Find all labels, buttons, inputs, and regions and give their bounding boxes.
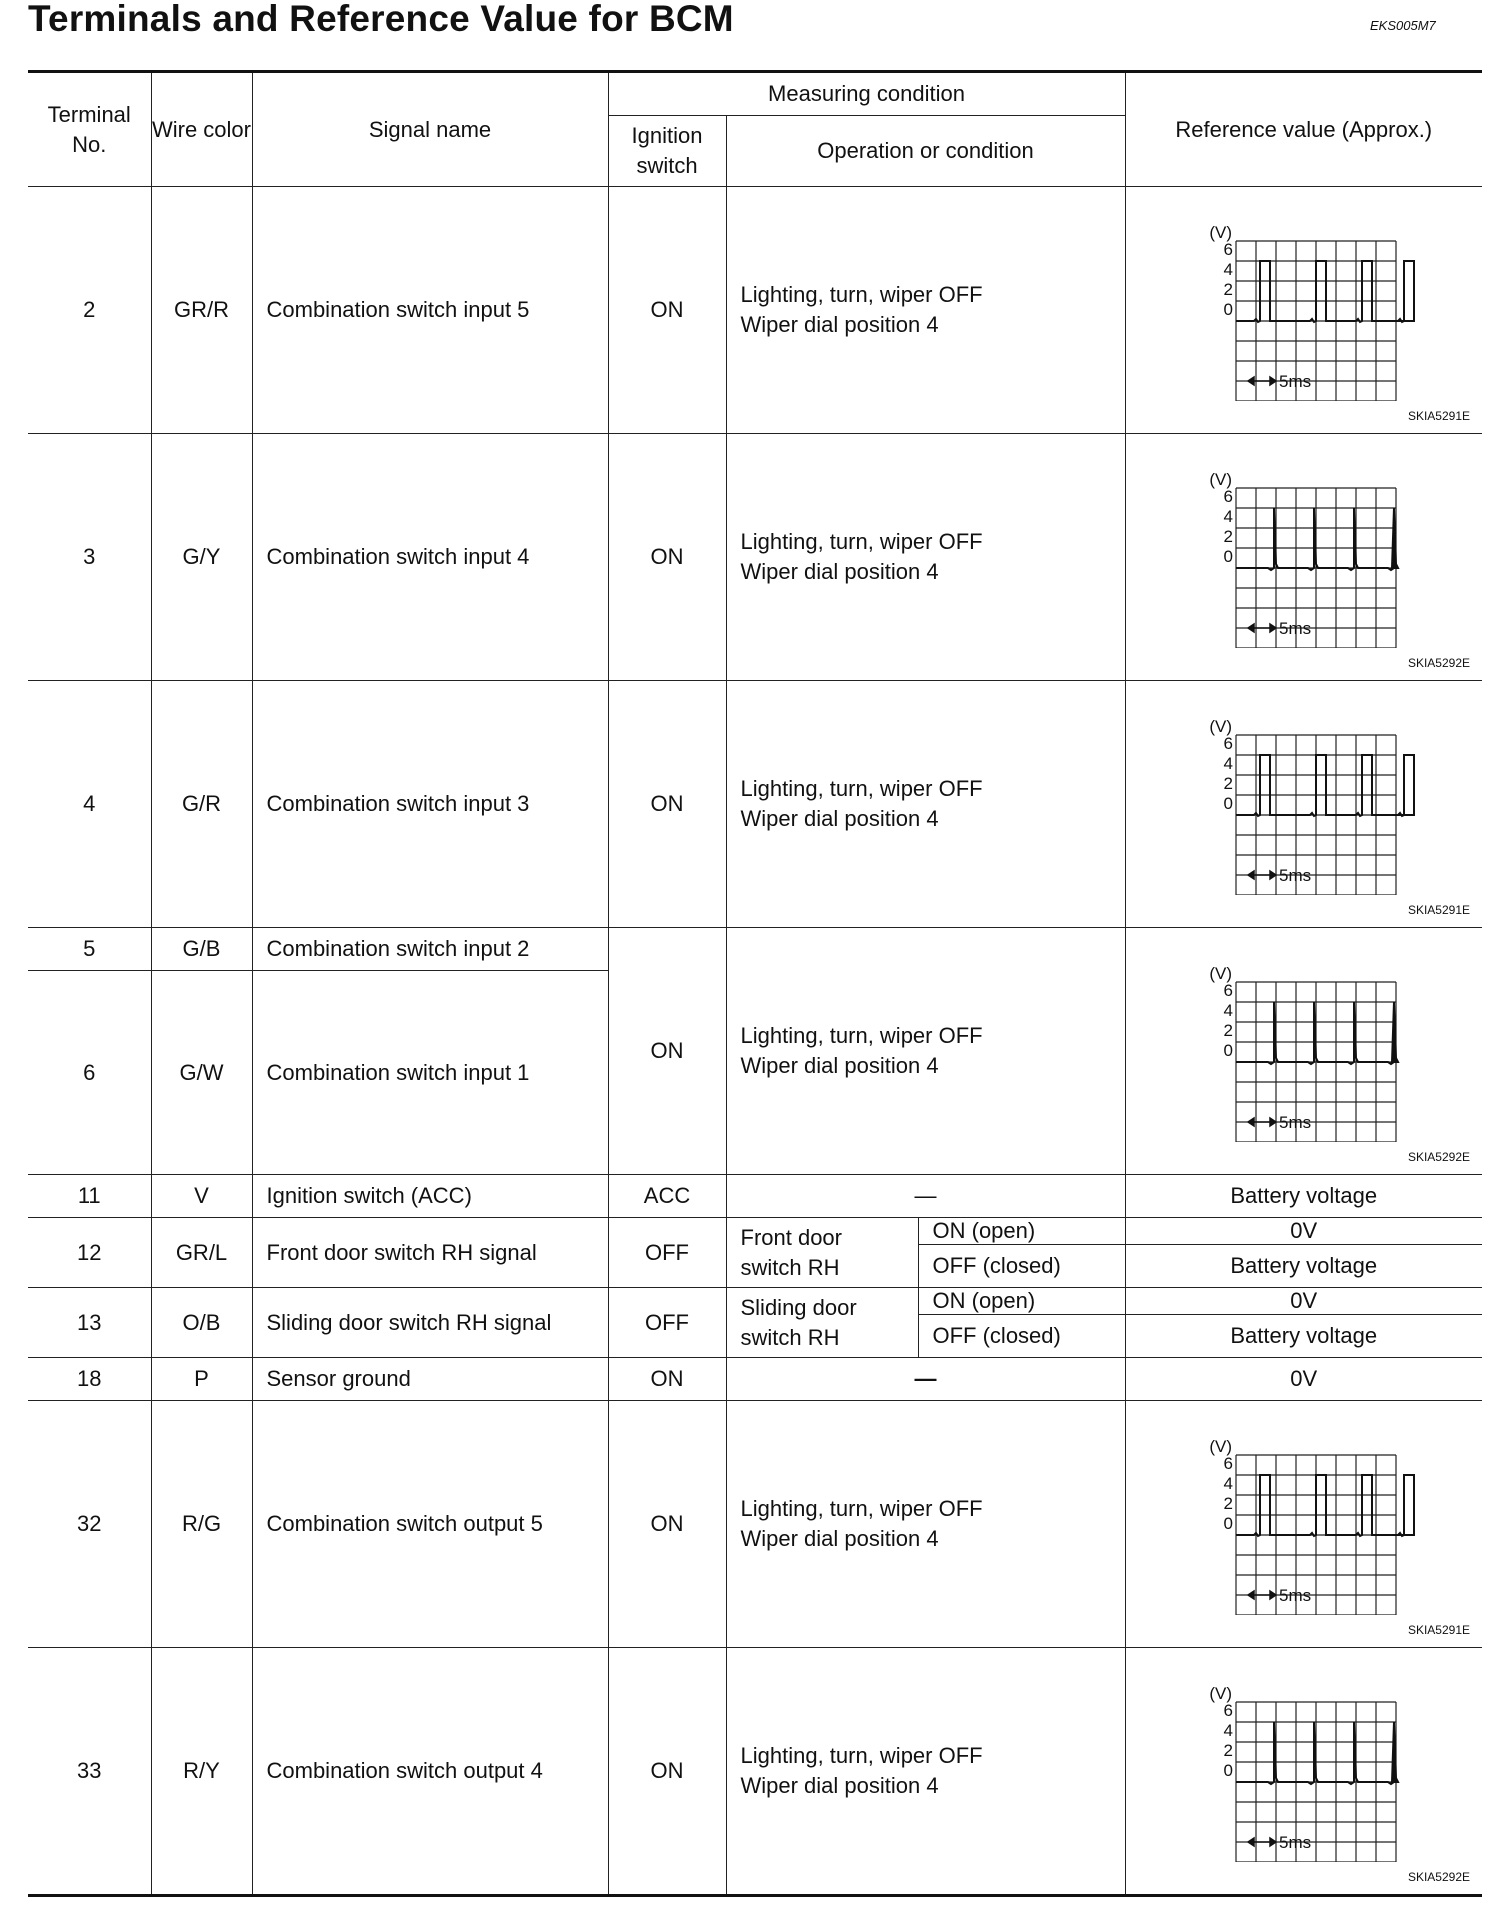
terminal-no: 33 bbox=[28, 1648, 151, 1896]
waveform-spike-plot bbox=[1126, 928, 1483, 1174]
figure-id: SKIA5291E bbox=[1407, 409, 1470, 423]
ignition-switch: ON bbox=[608, 681, 726, 928]
figure-id: SKIA5291E bbox=[1407, 1623, 1470, 1637]
waveform-spike-plot bbox=[1126, 434, 1483, 680]
wire-color: R/G bbox=[151, 1401, 252, 1648]
time-scale-label: 5ms bbox=[1278, 1113, 1311, 1132]
wire-color: G/Y bbox=[151, 434, 252, 681]
time-scale-arrow bbox=[1248, 1838, 1276, 1846]
reference-waveform bbox=[1125, 1648, 1482, 1896]
reference-value: Battery voltage bbox=[1125, 1315, 1482, 1358]
time-scale-arrow bbox=[1248, 1118, 1276, 1126]
time-scale-arrow bbox=[1248, 624, 1276, 632]
col-terminal-header: Terminal No. bbox=[28, 72, 151, 187]
time-scale-arrow bbox=[1248, 871, 1276, 879]
y-tick-label: 2 bbox=[1223, 774, 1233, 793]
signal-name: Combination switch input 3 bbox=[252, 681, 608, 928]
wire-color: GR/R bbox=[151, 187, 252, 434]
signal-trace bbox=[1236, 1475, 1414, 1536]
reference-waveform bbox=[1125, 928, 1482, 1175]
table-row bbox=[28, 1288, 1482, 1315]
y-tick-label: 0 bbox=[1223, 300, 1233, 319]
oscilloscope-trace bbox=[1194, 1435, 1434, 1615]
table-row bbox=[28, 1401, 1482, 1648]
y-tick-label: 6 bbox=[1223, 1454, 1233, 1473]
signal-name: Ignition switch (ACC) bbox=[252, 1175, 608, 1218]
y-tick-label: 2 bbox=[1223, 1021, 1233, 1040]
terminal-no: 2 bbox=[28, 187, 151, 434]
table-row bbox=[28, 187, 1482, 434]
oscilloscope-trace bbox=[1194, 1682, 1434, 1862]
wire-color: V bbox=[151, 1175, 252, 1218]
col-signal-header: Signal name bbox=[252, 72, 608, 187]
y-unit-label: (V) bbox=[1208, 470, 1232, 489]
signal-name: Combination switch input 5 bbox=[252, 187, 608, 434]
figure-id: SKIA5291E bbox=[1407, 903, 1470, 917]
y-unit-label: (V) bbox=[1208, 717, 1232, 736]
figure-id: SKIA5292E bbox=[1407, 1150, 1470, 1164]
signal-trace bbox=[1236, 1002, 1398, 1064]
signal-name: Combination switch output 4 bbox=[252, 1648, 608, 1896]
col-wire-header: Wire color bbox=[151, 72, 252, 187]
wire-color: G/B bbox=[151, 928, 252, 971]
y-unit-label: (V) bbox=[1208, 223, 1232, 242]
wire-color: R/Y bbox=[151, 1648, 252, 1896]
y-tick-label: 4 bbox=[1223, 1721, 1233, 1740]
operation-condition: Lighting, turn, wiper OFF Wiper dial position 4 bbox=[726, 187, 1125, 434]
reference-value: 0V bbox=[1125, 1358, 1482, 1401]
terminal-no: 3 bbox=[28, 434, 151, 681]
col-operation-header: Operation or condition bbox=[726, 116, 1125, 187]
terminal-no: 6 bbox=[28, 971, 151, 1175]
oscilloscope-trace bbox=[1194, 468, 1434, 648]
reference-waveform bbox=[1125, 1401, 1482, 1648]
page-title: Terminals and Reference Value for BCM bbox=[28, 0, 734, 39]
y-tick-label: 0 bbox=[1223, 547, 1233, 566]
waveform-spike-plot bbox=[1126, 1648, 1483, 1894]
time-scale-label: 5ms bbox=[1278, 372, 1311, 391]
document-code: EKS005M7 bbox=[1370, 18, 1436, 33]
switch-state: OFF (closed) bbox=[918, 1315, 1125, 1358]
y-unit-label: (V) bbox=[1208, 964, 1232, 983]
y-tick-label: 2 bbox=[1223, 1741, 1233, 1760]
ignition-switch: ON bbox=[608, 434, 726, 681]
y-tick-label: 2 bbox=[1223, 527, 1233, 546]
y-unit-label: (V) bbox=[1208, 1437, 1232, 1456]
wire-color: G/R bbox=[151, 681, 252, 928]
signal-name: Combination switch input 4 bbox=[252, 434, 608, 681]
signal-name: Sliding door switch RH signal bbox=[252, 1288, 608, 1358]
operation-name: Sliding door switch RH bbox=[726, 1288, 918, 1358]
table-row bbox=[28, 1175, 1482, 1218]
table-row bbox=[28, 928, 1482, 971]
operation-condition: Lighting, turn, wiper OFF Wiper dial position 4 bbox=[726, 1648, 1125, 1896]
wire-color: O/B bbox=[151, 1288, 252, 1358]
operation-condition: — bbox=[726, 1175, 1125, 1218]
terminal-no: 11 bbox=[28, 1175, 151, 1218]
y-tick-label: 0 bbox=[1223, 1041, 1233, 1060]
operation-condition: — bbox=[726, 1358, 1125, 1401]
terminal-no: 5 bbox=[28, 928, 151, 971]
time-scale-label: 5ms bbox=[1278, 619, 1311, 638]
reference-waveform bbox=[1125, 434, 1482, 681]
oscilloscope-trace bbox=[1194, 221, 1434, 401]
time-scale-label: 5ms bbox=[1278, 1833, 1311, 1852]
table-row bbox=[28, 681, 1482, 928]
y-tick-label: 6 bbox=[1223, 981, 1233, 1000]
switch-state: ON (open) bbox=[918, 1288, 1125, 1315]
y-tick-label: 6 bbox=[1223, 487, 1233, 506]
signal-name: Front door switch RH signal bbox=[252, 1218, 608, 1288]
oscilloscope-trace bbox=[1194, 962, 1434, 1142]
oscilloscope-trace bbox=[1194, 715, 1434, 895]
table-row bbox=[28, 434, 1482, 681]
waveform-square-plot bbox=[1126, 187, 1483, 433]
switch-state: OFF (closed) bbox=[918, 1245, 1125, 1288]
figure-id: SKIA5292E bbox=[1407, 656, 1470, 670]
wire-color: GR/L bbox=[151, 1218, 252, 1288]
table-row bbox=[28, 1218, 1482, 1245]
table-row bbox=[28, 1358, 1482, 1401]
signal-trace bbox=[1236, 261, 1414, 322]
time-scale-label: 5ms bbox=[1278, 1586, 1311, 1605]
signal-name: Combination switch input 2 bbox=[252, 928, 608, 971]
terminal-no: 12 bbox=[28, 1218, 151, 1288]
table-row bbox=[28, 1648, 1482, 1896]
time-scale-arrow bbox=[1248, 377, 1276, 385]
y-tick-label: 4 bbox=[1223, 1001, 1233, 1020]
signal-name: Sensor ground bbox=[252, 1358, 608, 1401]
signal-trace bbox=[1236, 1722, 1398, 1784]
reference-value: Battery voltage bbox=[1125, 1245, 1482, 1288]
terminal-no: 13 bbox=[28, 1288, 151, 1358]
operation-condition: Lighting, turn, wiper OFF Wiper dial position 4 bbox=[726, 928, 1125, 1175]
figure-id: SKIA5292E bbox=[1407, 1870, 1470, 1884]
y-tick-label: 2 bbox=[1223, 1494, 1233, 1513]
y-tick-label: 0 bbox=[1223, 1761, 1233, 1780]
operation-condition: Lighting, turn, wiper OFF Wiper dial position 4 bbox=[726, 1401, 1125, 1648]
ignition-switch: ON bbox=[608, 1401, 726, 1648]
reference-waveform bbox=[1125, 187, 1482, 434]
time-scale-label: 5ms bbox=[1278, 866, 1311, 885]
reference-waveform bbox=[1125, 681, 1482, 928]
ignition-switch: OFF bbox=[608, 1218, 726, 1288]
terminal-no: 4 bbox=[28, 681, 151, 928]
signal-trace bbox=[1236, 755, 1414, 816]
ignition-switch: OFF bbox=[608, 1288, 726, 1358]
y-tick-label: 6 bbox=[1223, 240, 1233, 259]
signal-name: Combination switch input 1 bbox=[252, 971, 608, 1175]
wire-color: G/W bbox=[151, 971, 252, 1175]
y-tick-label: 0 bbox=[1223, 1514, 1233, 1533]
reference-value: Battery voltage bbox=[1125, 1175, 1482, 1218]
reference-value: 0V bbox=[1125, 1218, 1482, 1245]
signal-trace bbox=[1236, 508, 1398, 570]
y-tick-label: 4 bbox=[1223, 754, 1233, 773]
ignition-switch: ON bbox=[608, 1358, 726, 1401]
y-tick-label: 6 bbox=[1223, 1701, 1233, 1720]
terminal-no: 18 bbox=[28, 1358, 151, 1401]
y-tick-label: 4 bbox=[1223, 507, 1233, 526]
y-tick-label: 2 bbox=[1223, 280, 1233, 299]
ignition-switch: ACC bbox=[608, 1175, 726, 1218]
col-reference-header: Reference value (Approx.) bbox=[1125, 72, 1482, 187]
time-scale-arrow bbox=[1248, 1591, 1276, 1599]
operation-condition: Lighting, turn, wiper OFF Wiper dial position 4 bbox=[726, 681, 1125, 928]
ignition-switch: ON bbox=[608, 928, 726, 1175]
y-tick-label: 0 bbox=[1223, 794, 1233, 813]
operation-name: Front door switch RH bbox=[726, 1218, 918, 1288]
ignition-switch: ON bbox=[608, 1648, 726, 1896]
terminal-no: 32 bbox=[28, 1401, 151, 1648]
col-measuring-header: Measuring condition bbox=[608, 72, 1125, 116]
y-tick-label: 4 bbox=[1223, 1474, 1233, 1493]
waveform-square-plot bbox=[1126, 681, 1483, 927]
ignition-switch: ON bbox=[608, 187, 726, 434]
waveform-square-plot bbox=[1126, 1401, 1483, 1647]
switch-state: ON (open) bbox=[918, 1218, 1125, 1245]
col-ignition-header: Ignition switch bbox=[608, 116, 726, 187]
reference-value: 0V bbox=[1125, 1288, 1482, 1315]
wire-color: P bbox=[151, 1358, 252, 1401]
bcm-terminal-table bbox=[28, 70, 1482, 1897]
signal-name: Combination switch output 5 bbox=[252, 1401, 608, 1648]
y-unit-label: (V) bbox=[1208, 1684, 1232, 1703]
operation-condition: Lighting, turn, wiper OFF Wiper dial position 4 bbox=[726, 434, 1125, 681]
y-tick-label: 6 bbox=[1223, 734, 1233, 753]
y-tick-label: 4 bbox=[1223, 260, 1233, 279]
